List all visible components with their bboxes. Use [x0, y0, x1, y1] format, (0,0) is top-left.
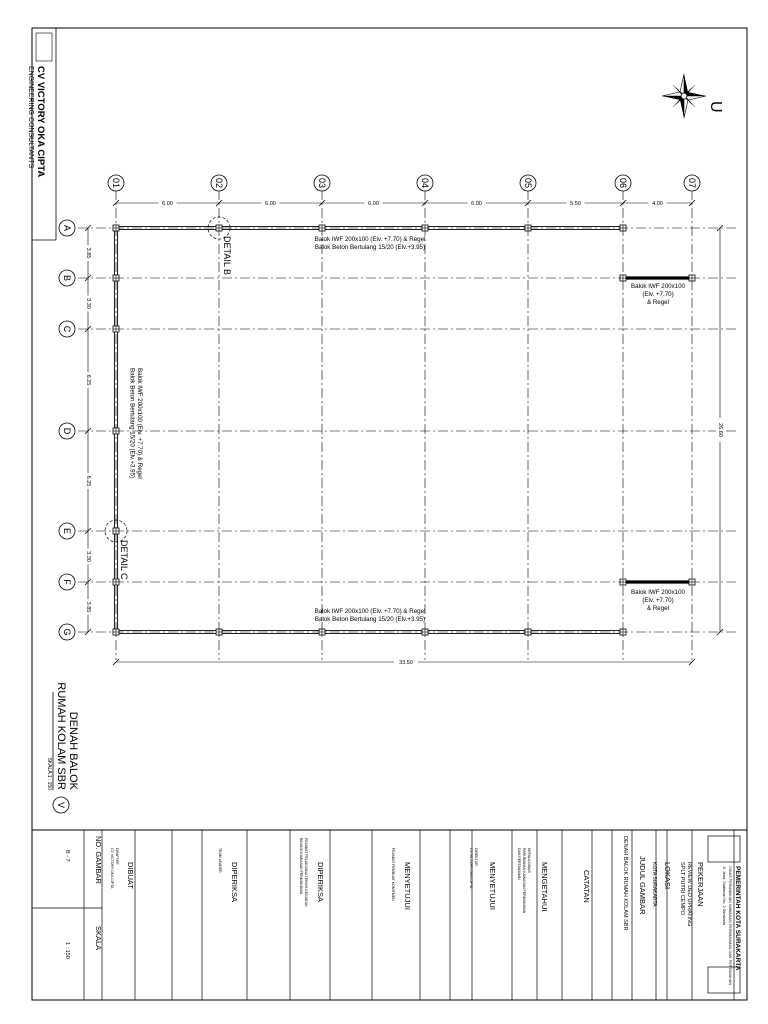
skala-label: SKALA: [94, 926, 103, 951]
grid-label-col: 01: [111, 177, 121, 189]
grid-label-row: B: [62, 274, 72, 282]
client-logo-box: [708, 967, 740, 993]
pekerjaan-value: REVIEW DED UPRATING: [686, 862, 692, 927]
dibuat-label: DIBUAT: [126, 862, 135, 889]
grid-label-col: 02: [214, 177, 224, 189]
beam-annotation-top: Balok IWF 200x100 (Elv. +7.70) & Regel: [314, 236, 426, 243]
catatan-label: CATATAN: [582, 870, 591, 903]
lokasi-label: LOKASI: [663, 862, 672, 890]
beam-annotation-right-f: Balok IWF 200x100: [631, 589, 685, 596]
drawing-title-line2: RUMAH KOLAM SBR: [55, 682, 67, 790]
grid-label-row: F: [62, 579, 72, 585]
owner-name: PEMERINTAH KOTA SURAKARTA: [734, 866, 741, 971]
dibuat-text: CV VICTORY OKA CIPTA: [110, 848, 114, 889]
mengetahui-label: MENGETAHUI: [540, 862, 549, 912]
menyetujui-direktur-text: CV VICTORY OKA CIPTA: [469, 848, 473, 889]
grid-label-col: 05: [523, 177, 533, 189]
grid-label-row: A: [62, 224, 72, 232]
diperiksa-pptk-text: BIDANG KAWASAN PERMUKIMAN: [299, 838, 303, 895]
lokasi-value: KOTA SURAKARTA: [651, 862, 657, 907]
menyetujui-direktur-label: MENYETUJUI: [488, 862, 497, 910]
diperiksa-pptk-label: DIPERIKSA: [316, 862, 325, 903]
pekerjaan-label: PEKERJAAN: [696, 862, 705, 907]
judul-gambar-label: JUDUL GAMBAR: [638, 856, 647, 915]
detail-c-label: DETAIL C: [119, 540, 129, 580]
company-logo-box: [36, 33, 52, 61]
beam-annotation-right-b: Balok IWF 200x100: [631, 283, 685, 290]
dim-row-spacing: 3.30: [85, 551, 91, 562]
beam-annotation-right-b: (Elv. +7.70): [642, 291, 674, 298]
drawing-mark: V: [56, 801, 66, 809]
dim-row-spacing: 3.30: [85, 298, 91, 309]
grid-label-col: 04: [420, 177, 430, 189]
company-subtitle: ENGINEERING CONSULTANTS: [27, 66, 34, 169]
owner-subtitle: Jl. Jend. Sudirman No. 2 Surakarta: [722, 866, 726, 926]
dim-col-spacing: 4.00: [652, 201, 663, 207]
beam-annotation-top: Balok Beton Bertulang 15/20 (Elv.+3.95): [314, 244, 426, 251]
diperiksa-pptk-text: PEJABAT PELAKSANA TEKNIS KEGIATAN: [304, 838, 308, 907]
beam-annotation-left: Balok Beton Bertulang 15/20 (Elv.+3.95): [128, 368, 136, 479]
mengetahui-text: DAN PERTANAHAN: [517, 848, 521, 880]
beam-annotation-right-f: & Regel: [646, 605, 670, 612]
pekerjaan-value: SPLT PUTRI CEMPO: [679, 862, 685, 915]
dibuat-text: DRAFTER: [115, 848, 119, 865]
dim-col-spacing: 6.00: [368, 201, 379, 207]
company-name: CV VICTORY OKA CIPTA: [35, 66, 46, 178]
owner-logo-box: [708, 836, 740, 862]
grid-label-row: C: [62, 325, 72, 333]
beam-annotation-right-b: & Regel: [646, 299, 670, 306]
grid-label-col: 06: [618, 177, 628, 189]
dim-row-spacing: 6.25: [85, 374, 91, 386]
detail-b-label: DETAIL B: [222, 236, 232, 276]
dim-row-spacing: 6.25: [85, 475, 91, 487]
menyetujui-ppk-label: MENYETUJUI: [403, 862, 412, 910]
skala-value: 1 : 150: [64, 942, 70, 959]
grid-label-col: 07: [687, 177, 697, 189]
dim-col-spacing: 5.50: [570, 201, 581, 207]
grid-label-row: G: [62, 628, 72, 636]
dim-col-spacing: 6.00: [471, 201, 482, 207]
mengetahui-text: PERUMAHAN KAWASAN PERMUKIMAN: [522, 848, 526, 914]
beam-annotation-bottom: Balok IWF 200x100 (Elv. +7.70) & Regel: [314, 608, 426, 615]
north-arrow-icon: [662, 74, 706, 118]
beam-plan: [46, 175, 738, 813]
dim-row-spacing: 3.85: [85, 601, 91, 613]
judul-gambar-value: DENAH BALOK RUMAH KOLAM SBR: [622, 836, 628, 931]
diperiksa-tl-label: DIPERIKSA: [230, 862, 239, 903]
dim-col-spacing: 6.00: [265, 201, 276, 207]
grid-label-row: E: [62, 527, 72, 535]
drawing-title-line1: DENAH BALOK: [67, 711, 79, 790]
mengetahui-text: KEPALA DINAS: [527, 848, 531, 873]
dim-row-spacing: 3.85: [85, 247, 91, 259]
beam-annotation-left: Balok IWF 200x100 (Elv. +7.70) & Regel: [136, 368, 143, 479]
menyetujui-ppk-text: PEJABAT PEMBUAT KOMITMEN: [391, 848, 395, 901]
beam-annotation-right-f: (Elv. +7.70): [642, 597, 674, 604]
north-label: U: [707, 101, 724, 113]
dim-total-width: 26.60: [717, 423, 723, 437]
title-block: [32, 830, 741, 1000]
grid-label-col: 03: [317, 177, 327, 189]
dim-col-spacing: 6.00: [162, 201, 173, 207]
dim-total-length: 33.50: [399, 660, 413, 666]
owner-subtitle: DINAS PERUMAHAN KAWASAN PERMUKIMAN DAN PERTANAHAN: [728, 866, 732, 986]
beam-annotation-bottom: Balok Beton Bertulang 15/20 (Elv.+3.95): [314, 616, 426, 623]
no-gambar-label: NO. GAMBAR: [94, 836, 103, 884]
no-gambar-value: B - 7: [64, 850, 70, 862]
sheet-border: [32, 28, 747, 1000]
drawing-scale: SKALA 1 : 150: [46, 757, 52, 790]
menyetujui-direktur-text: DIREKTUR: [474, 848, 478, 866]
grid-label-row: D: [62, 427, 72, 435]
diperiksa-tl-text: TEAM LEADER: [218, 848, 222, 873]
